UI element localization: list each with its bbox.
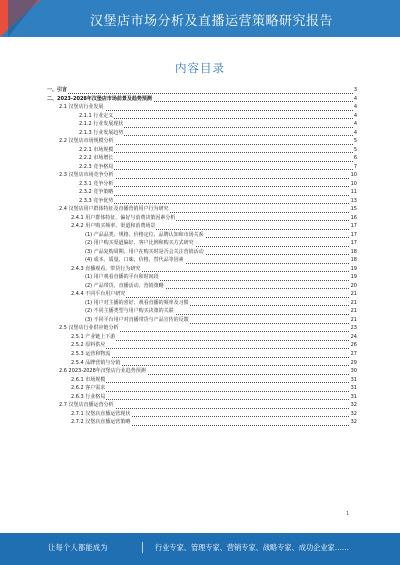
toc-entry[interactable] (47, 333, 357, 342)
toc-leader-dots (79, 188, 357, 196)
toc-entry[interactable] (47, 120, 357, 129)
toc-entry[interactable] (47, 307, 357, 316)
toc-entry[interactable] (47, 205, 357, 214)
toc-entry[interactable] (47, 146, 357, 155)
toc-leader-dots (71, 376, 357, 384)
toc-entry-title: 2.7.1 汉堡店直播运营现状 (71, 410, 131, 417)
toc-entry-page: 13 (350, 197, 357, 204)
toc-entry-title: 2.5.1 产业链上下游 (71, 333, 116, 340)
toc-entry-title: 2.5.4 品牌营销与分销 (71, 359, 121, 366)
toc-leader-dots (71, 350, 357, 358)
toc-entry-page: 15 (350, 206, 357, 213)
table-of-contents (47, 86, 357, 427)
toc-entry-title: 2.7.2 汉堡店直播运营策略 (71, 419, 131, 426)
toc-entry[interactable] (47, 393, 357, 402)
toc-entry-title: (1) 用户观看直播的平台和时间段 (85, 274, 159, 281)
toc-entry-title: 2.3.2 竞争策略 (79, 189, 114, 196)
toc-entry-title: 2.4.4 不同平台用户研究 (71, 291, 126, 298)
toc-entry-page: 24 (350, 333, 357, 340)
toc-entry[interactable] (47, 103, 357, 112)
toc-entry-page: 32 (350, 419, 357, 426)
toc-entry-title: (2) 产品带货、直播活动、营销策略 (85, 282, 164, 289)
toc-entry-title: 2.2 汉堡店市场规模分析 (59, 138, 114, 145)
toc-entry[interactable] (47, 341, 357, 350)
toc-leader-dots (79, 154, 357, 162)
toc-entry[interactable] (47, 137, 357, 146)
toc-entry-page: 7 (353, 163, 357, 170)
toc-leader-dots (79, 146, 357, 154)
toc-entry[interactable] (47, 359, 357, 368)
toc-entry[interactable] (47, 188, 357, 197)
toc-leader-dots (79, 163, 357, 171)
toc-heading: 内容目录 (175, 61, 225, 75)
page-footer (0, 533, 400, 565)
toc-entry-title: 2.3 汉堡店市场竞争分析 (59, 172, 114, 179)
toc-entry-page: 17 (350, 223, 357, 230)
footer-divider (142, 542, 143, 553)
toc-entry-page: 32 (350, 402, 357, 409)
page-header (0, 0, 400, 37)
toc-entry-page: 31 (350, 393, 357, 400)
toc-entry-title: (4) 成本、质量、口味、价格、替代品等因素 (85, 257, 184, 264)
page-number: 1 (346, 511, 350, 517)
toc-entry-title: 2.2.3 竞争格局 (79, 163, 114, 170)
toc-entry-page: 19 (350, 274, 357, 281)
toc-entry-page: 32 (350, 410, 357, 417)
toc-leader-dots (71, 393, 357, 401)
toc-entry-page: 18 (350, 248, 357, 255)
toc-entry-title: 2.4.2 用户购买频率、渠道和消费场景 (71, 223, 156, 230)
toc-leader-dots (71, 341, 357, 349)
toc-leader-dots (79, 180, 357, 188)
toc-entry-page: 6 (353, 155, 357, 162)
toc-entry[interactable] (47, 376, 357, 385)
toc-entry[interactable] (47, 214, 357, 223)
toc-entry-page: 31 (350, 376, 357, 383)
toc-entry[interactable] (47, 410, 357, 419)
toc-entry-title: 2.6 2023-2028年汉堡店行业趋势预测 (59, 368, 146, 375)
toc-entry[interactable] (47, 86, 357, 95)
toc-entry[interactable] (47, 231, 357, 240)
toc-entry-page: 26 (350, 342, 357, 349)
footer-slogan: 让每个人都能成为 (48, 543, 108, 552)
toc-entry-title: (3) 产品复购周期、用户在购买时是否会关注营销活动 (85, 248, 204, 255)
toc-entry[interactable] (47, 384, 357, 393)
toc-entry-title: 2.1 汉堡店行业发展 (59, 104, 104, 111)
toc-entry-title: 2.2.2 市场增长 (79, 155, 114, 162)
toc-entry-page: 20 (350, 282, 357, 289)
toc-entry-page: 21 (350, 316, 357, 323)
toc-entry-page: 5 (353, 138, 357, 145)
footer-tagline: 行业专家、管理专家、营销专家、战略专家、成功企业家…… (155, 543, 350, 552)
toc-entry-title: 2.5 汉堡店行业供应链分析 (59, 325, 119, 332)
toc-entry-page: 4 (353, 95, 357, 102)
toc-entry[interactable] (47, 350, 357, 359)
toc-entry[interactable] (47, 129, 357, 138)
toc-entry-title: (3) 不同平台用户对直播带货与产品宣传的反馈 (85, 316, 189, 323)
toc-entry-title: 2.6.2 客户需求 (71, 385, 106, 392)
toc-entry-title: (1) 用户对主播的喜好、观看直播的频率及习惯 (85, 299, 189, 306)
toc-entry-page: 16 (350, 214, 357, 221)
toc-entry[interactable] (47, 248, 357, 257)
toc-entry-page: 17 (350, 240, 357, 247)
toc-entry[interactable] (47, 154, 357, 163)
toc-entry-title: 一、引言 (47, 87, 68, 93)
toc-entry-page: 4 (353, 112, 357, 119)
toc-entry[interactable] (47, 171, 357, 180)
toc-entry-title: 二、2023-2028年汉堡店市场前景及趋势预测 (47, 95, 152, 102)
toc-entry-page: 21 (350, 291, 357, 298)
toc-entry-page: 4 (353, 129, 357, 136)
toc-entry[interactable] (47, 282, 357, 291)
toc-entry-title: (2) 用户购买渠道偏好、客户比例和购买方式研究 (85, 240, 194, 247)
toc-entry-title: 2.6.3 行业格局 (71, 393, 106, 400)
toc-entry-page: 10 (350, 172, 357, 179)
toc-entry[interactable] (47, 112, 357, 121)
toc-entry[interactable] (47, 418, 357, 427)
toc-entry[interactable] (47, 290, 357, 299)
toc-entry[interactable] (47, 163, 357, 172)
toc-entry-title: 2.1.3 行业发展趋势 (79, 129, 124, 136)
toc-entry-title: 2.3.1 竞争分析 (79, 180, 114, 187)
toc-entry-page: 4 (353, 104, 357, 111)
toc-entry-title: 2.1.1 行业定义 (79, 112, 114, 119)
toc-entry-title: (2) 不同主播类型与用户购买决策的关联 (85, 308, 174, 315)
toc-entry-title: 2.3.3 竞争优势 (79, 197, 114, 204)
toc-entry-page: 30 (350, 368, 357, 375)
toc-entry-page: 29 (350, 359, 357, 366)
toc-entry-page: 21 (350, 299, 357, 306)
toc-entry-page: 23 (350, 325, 357, 332)
toc-entry[interactable] (47, 265, 357, 274)
toc-entry[interactable] (47, 256, 357, 265)
toc-entry-title: 2.4 汉堡店用户群体特征及直播营销用户行为研究 (59, 206, 169, 213)
toc-entry[interactable] (47, 367, 357, 376)
toc-entry-page: 19 (350, 265, 357, 272)
toc-entry[interactable] (47, 222, 357, 231)
toc-leader-dots (79, 197, 357, 205)
toc-entry-page: 3 (353, 87, 357, 93)
toc-entry-title: 2.4.1 用户群体特征、偏好与消费决策因素分析 (71, 214, 176, 221)
toc-entry[interactable] (47, 316, 357, 325)
toc-entry-title: 2.2.1 市场规模 (79, 146, 114, 153)
toc-entry-title: 2.7 汉堡店直播运营分析 (59, 402, 114, 409)
toc-entry-title: 2.6.1 市场规模 (71, 376, 106, 383)
toc-entry[interactable] (47, 401, 357, 410)
toc-entry[interactable] (47, 239, 357, 248)
toc-entry-page: 31 (350, 385, 357, 392)
toc-entry-title: 2.5.2 原料供应 (71, 342, 106, 349)
header-accent-shape-2 (8, 0, 38, 37)
toc-leader-dots (71, 384, 357, 392)
toc-entry-page: 27 (350, 350, 357, 357)
toc-entry[interactable] (47, 324, 357, 333)
toc-entry-page: 11 (350, 189, 357, 196)
toc-entry[interactable] (47, 95, 357, 104)
toc-entry-page: 18 (350, 257, 357, 264)
toc-entry-title: 2.1.2 行业发展现状 (79, 121, 124, 128)
toc-leader-dots (47, 86, 357, 94)
toc-entry-title: 2.5.3 运营和物流 (71, 350, 111, 357)
toc-entry[interactable] (47, 180, 357, 189)
document-title: 汉堡店市场分析及直播运营策略研究报告 (90, 14, 334, 29)
toc-entry-title: (1) 产品品类、规格、价格定位、品牌认知和市场关系 (85, 231, 204, 238)
toc-entry-page: 21 (350, 308, 357, 315)
toc-entry[interactable] (47, 197, 357, 206)
toc-entry-page: 10 (350, 180, 357, 187)
toc-entry-page: 17 (350, 231, 357, 238)
toc-leader-dots (79, 112, 357, 120)
toc-entry[interactable] (47, 273, 357, 282)
toc-entry[interactable] (47, 299, 357, 308)
toc-entry-title: 2.4.3 直播观看、带货行为研究 (71, 265, 141, 272)
toc-entry-page: 5 (353, 146, 357, 153)
toc-entry-page: 4 (353, 121, 357, 128)
